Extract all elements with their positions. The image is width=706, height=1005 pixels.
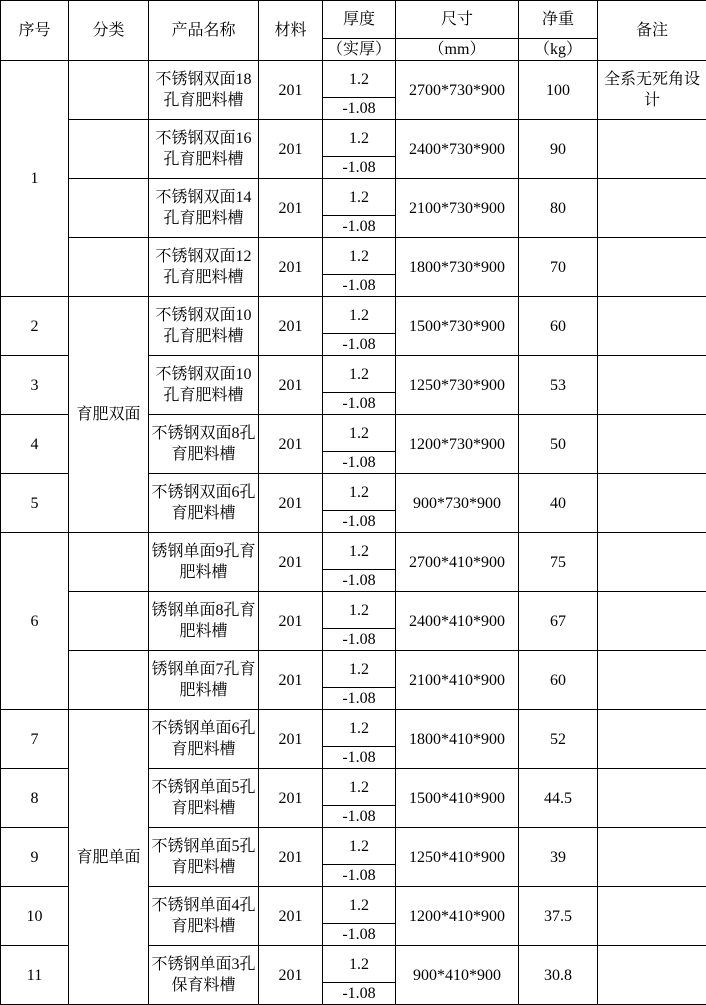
thickness-actual-cell: -1.08 xyxy=(323,511,396,533)
thickness-actual-cell: -1.08 xyxy=(323,570,396,592)
size-cell: 1800*730*900 xyxy=(396,238,519,297)
thickness-actual-cell: -1.08 xyxy=(323,275,396,297)
size-cell: 1800*410*900 xyxy=(396,710,519,769)
table-row xyxy=(1,297,706,334)
size-cell: 1250*410*900 xyxy=(396,828,519,887)
product-name-cell: 不锈钢双面18孔育肥料槽 xyxy=(149,61,259,120)
product-name-cell: 锈钢单面8孔育肥料槽 xyxy=(149,592,259,651)
note-cell xyxy=(598,120,706,179)
serial-cell: 5 xyxy=(1,474,69,533)
note-cell: 全系无死角设计 xyxy=(598,61,706,120)
thickness-nominal-cell: 1.2 xyxy=(323,533,396,570)
size-cell: 1250*730*900 xyxy=(396,356,519,415)
thickness-nominal-cell: 1.2 xyxy=(323,828,396,865)
weight-cell: 39 xyxy=(519,828,598,887)
note-cell xyxy=(598,356,706,415)
category-cell: 育肥双面 xyxy=(69,297,149,533)
note-cell xyxy=(598,651,706,710)
serial-cell: 9 xyxy=(1,828,69,887)
thickness-actual-cell: -1.08 xyxy=(323,806,396,828)
product-name-cell: 不锈钢双面10孔育肥料槽 xyxy=(149,297,259,356)
note-cell xyxy=(598,769,706,828)
product-name-cell: 不锈钢单面6孔育肥料槽 xyxy=(149,710,259,769)
weight-cell: 44.5 xyxy=(519,769,598,828)
size-cell: 1200*410*900 xyxy=(396,887,519,946)
thickness-nominal-cell: 1.2 xyxy=(323,946,396,983)
size-cell: 900*410*900 xyxy=(396,946,519,1005)
table-row xyxy=(1,592,706,629)
header-serial: 序号 xyxy=(1,1,69,61)
category-cell xyxy=(69,238,149,297)
weight-cell: 52 xyxy=(519,710,598,769)
size-cell: 1200*730*900 xyxy=(396,415,519,474)
material-cell: 201 xyxy=(259,179,323,238)
thickness-nominal-cell: 1.2 xyxy=(323,710,396,747)
category-cell xyxy=(69,651,149,710)
table-row xyxy=(1,710,706,747)
product-name-cell: 不锈钢单面5孔育肥料槽 xyxy=(149,828,259,887)
note-cell xyxy=(598,474,706,533)
product-name-cell: 不锈钢单面3孔保育料槽 xyxy=(149,946,259,1005)
serial-cell: 4 xyxy=(1,415,69,474)
size-cell: 900*730*900 xyxy=(396,474,519,533)
product-name-cell: 不锈钢单面4孔育肥料槽 xyxy=(149,887,259,946)
note-cell xyxy=(598,710,706,769)
category-cell: 育肥单面 xyxy=(69,710,149,1005)
header-thickness-unit: （实厚） xyxy=(323,39,396,61)
header-row-main xyxy=(1,1,706,39)
thickness-actual-cell: -1.08 xyxy=(323,747,396,769)
weight-cell: 80 xyxy=(519,179,598,238)
serial-cell: 3 xyxy=(1,356,69,415)
thickness-nominal-cell: 1.2 xyxy=(323,297,396,334)
weight-cell: 30.8 xyxy=(519,946,598,1005)
size-cell: 2400*410*900 xyxy=(396,592,519,651)
header-note: 备注 xyxy=(598,1,706,61)
material-cell: 201 xyxy=(259,120,323,179)
weight-cell: 50 xyxy=(519,415,598,474)
header-weight-unit: （kg） xyxy=(519,39,598,61)
size-cell: 2100*730*900 xyxy=(396,179,519,238)
thickness-actual-cell: -1.08 xyxy=(323,924,396,946)
thickness-nominal-cell: 1.2 xyxy=(323,887,396,924)
table-row xyxy=(1,120,706,157)
product-name-cell: 不锈钢双面12孔育肥料槽 xyxy=(149,238,259,297)
table-body xyxy=(1,61,706,1005)
material-cell: 201 xyxy=(259,533,323,592)
material-cell: 201 xyxy=(259,651,323,710)
weight-cell: 67 xyxy=(519,592,598,651)
weight-cell: 53 xyxy=(519,356,598,415)
weight-cell: 60 xyxy=(519,651,598,710)
thickness-nominal-cell: 1.2 xyxy=(323,356,396,393)
thickness-nominal-cell: 1.2 xyxy=(323,651,396,688)
material-cell: 201 xyxy=(259,592,323,651)
size-cell: 1500*410*900 xyxy=(396,769,519,828)
note-cell xyxy=(598,946,706,1005)
material-cell: 201 xyxy=(259,769,323,828)
table-row xyxy=(1,533,706,570)
header-material: 材料 xyxy=(259,1,323,61)
category-cell xyxy=(69,179,149,238)
serial-cell: 10 xyxy=(1,887,69,946)
thickness-actual-cell: -1.08 xyxy=(323,98,396,120)
thickness-actual-cell: -1.08 xyxy=(323,393,396,415)
thickness-nominal-cell: 1.2 xyxy=(323,61,396,98)
weight-cell: 40 xyxy=(519,474,598,533)
size-cell: 1500*730*900 xyxy=(396,297,519,356)
thickness-actual-cell: -1.08 xyxy=(323,157,396,179)
thickness-actual-cell: -1.08 xyxy=(323,983,396,1005)
weight-cell: 90 xyxy=(519,120,598,179)
serial-cell: 8 xyxy=(1,769,69,828)
size-cell: 2700*410*900 xyxy=(396,533,519,592)
material-cell: 201 xyxy=(259,828,323,887)
size-cell: 2100*410*900 xyxy=(396,651,519,710)
header-product: 产品名称 xyxy=(149,1,259,61)
size-cell: 2700*730*900 xyxy=(396,61,519,120)
product-name-cell: 不锈钢双面8孔育肥料槽 xyxy=(149,415,259,474)
thickness-nominal-cell: 1.2 xyxy=(323,179,396,216)
product-name-cell: 不锈钢双面10孔育肥料槽 xyxy=(149,356,259,415)
thickness-nominal-cell: 1.2 xyxy=(323,120,396,157)
product-name-cell: 不锈钢单面5孔育肥料槽 xyxy=(149,769,259,828)
thickness-actual-cell: -1.08 xyxy=(323,452,396,474)
header-size: 尺寸 xyxy=(396,1,519,39)
serial-cell: 1 xyxy=(1,61,69,297)
header-thickness: 厚度 xyxy=(323,1,396,39)
category-cell xyxy=(69,592,149,651)
product-name-cell: 锈钢单面7孔育肥料槽 xyxy=(149,651,259,710)
serial-cell: 6 xyxy=(1,533,69,710)
product-name-cell: 不锈钢双面16孔育肥料槽 xyxy=(149,120,259,179)
category-cell xyxy=(69,61,149,120)
weight-cell: 60 xyxy=(519,297,598,356)
note-cell xyxy=(598,887,706,946)
note-cell xyxy=(598,238,706,297)
weight-cell: 75 xyxy=(519,533,598,592)
thickness-actual-cell: -1.08 xyxy=(323,688,396,710)
thickness-actual-cell: -1.08 xyxy=(323,334,396,356)
category-cell xyxy=(69,120,149,179)
thickness-nominal-cell: 1.2 xyxy=(323,474,396,511)
note-cell xyxy=(598,533,706,592)
material-cell: 201 xyxy=(259,61,323,120)
thickness-actual-cell: -1.08 xyxy=(323,629,396,651)
product-name-cell: 不锈钢双面14孔育肥料槽 xyxy=(149,179,259,238)
note-cell xyxy=(598,828,706,887)
note-cell xyxy=(598,179,706,238)
table-row xyxy=(1,651,706,688)
table-row xyxy=(1,238,706,275)
header-weight: 净重 xyxy=(519,1,598,39)
table-row xyxy=(1,61,706,98)
header-size-unit: （mm） xyxy=(396,39,519,61)
material-cell: 201 xyxy=(259,238,323,297)
table-header xyxy=(1,1,706,61)
thickness-nominal-cell: 1.2 xyxy=(323,415,396,452)
category-cell xyxy=(69,533,149,592)
table-row xyxy=(1,179,706,216)
product-name-cell: 不锈钢双面6孔育肥料槽 xyxy=(149,474,259,533)
material-cell: 201 xyxy=(259,356,323,415)
size-cell: 2400*730*900 xyxy=(396,120,519,179)
thickness-actual-cell: -1.08 xyxy=(323,216,396,238)
thickness-nominal-cell: 1.2 xyxy=(323,769,396,806)
weight-cell: 37.5 xyxy=(519,887,598,946)
thickness-nominal-cell: 1.2 xyxy=(323,238,396,275)
weight-cell: 70 xyxy=(519,238,598,297)
product-name-cell: 锈钢单面9孔育肥料槽 xyxy=(149,533,259,592)
material-cell: 201 xyxy=(259,946,323,1005)
note-cell xyxy=(598,297,706,356)
weight-cell: 100 xyxy=(519,61,598,120)
material-cell: 201 xyxy=(259,887,323,946)
thickness-nominal-cell: 1.2 xyxy=(323,592,396,629)
material-cell: 201 xyxy=(259,474,323,533)
thickness-actual-cell: -1.08 xyxy=(323,865,396,887)
serial-cell: 7 xyxy=(1,710,69,769)
note-cell xyxy=(598,415,706,474)
material-cell: 201 xyxy=(259,297,323,356)
material-cell: 201 xyxy=(259,710,323,769)
header-category: 分类 xyxy=(69,1,149,61)
note-cell xyxy=(598,592,706,651)
serial-cell: 11 xyxy=(1,946,69,1005)
serial-cell: 2 xyxy=(1,297,69,356)
material-cell: 201 xyxy=(259,415,323,474)
